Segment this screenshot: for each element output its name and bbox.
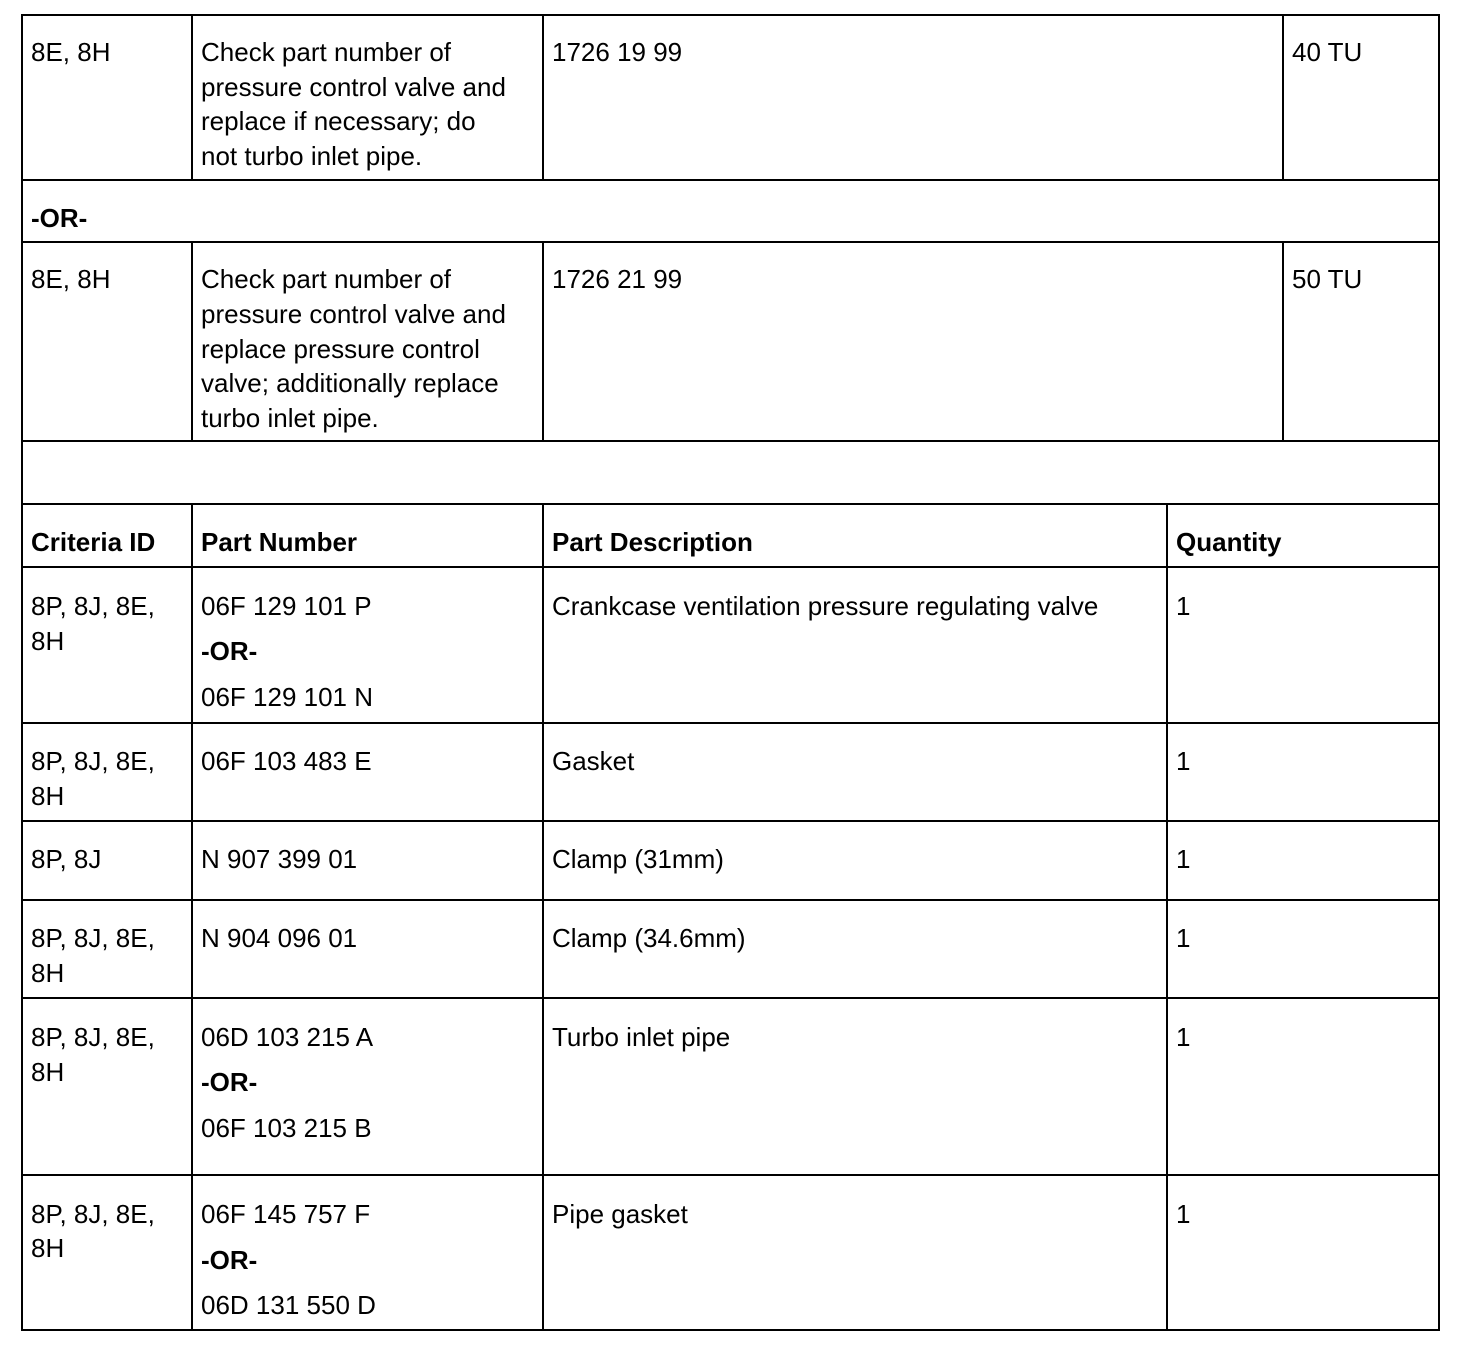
part-criteria: 8P, 8J, 8E, xyxy=(31,746,155,776)
part-criteria: 8H xyxy=(31,958,65,988)
part-number: 06F 129 101 P xyxy=(201,591,372,621)
rule xyxy=(21,899,1440,901)
rule xyxy=(21,14,1440,16)
rule xyxy=(21,440,1440,442)
part-or: -OR- xyxy=(201,1067,258,1097)
rule xyxy=(21,241,1440,243)
part-quantity: 1 xyxy=(1176,591,1191,621)
labor-criteria: 8E, 8H xyxy=(31,264,111,294)
labor-action-line: not turbo inlet pipe. xyxy=(201,141,423,171)
rule xyxy=(21,1329,1440,1331)
part-number-alt: 06F 103 215 B xyxy=(201,1113,372,1143)
part-description: Clamp (31mm) xyxy=(552,844,724,874)
rule xyxy=(1166,503,1168,1331)
part-number-alt: 06F 129 101 N xyxy=(201,682,374,712)
labor-action-line: replace pressure control xyxy=(201,334,480,364)
part-criteria: 8P, 8J, 8E, xyxy=(31,591,155,621)
header-part-description: Part Description xyxy=(552,527,753,557)
rule xyxy=(191,14,193,181)
part-quantity: 1 xyxy=(1176,1022,1191,1052)
rule xyxy=(191,503,193,1331)
part-quantity: 1 xyxy=(1176,923,1191,953)
labor-action-line: pressure control valve and xyxy=(201,72,506,102)
labor-action-line: valve; additionally replace xyxy=(201,368,499,398)
part-criteria: 8H xyxy=(31,781,65,811)
labor-operation: 1726 21 99 xyxy=(552,264,683,294)
rule xyxy=(1438,14,1440,1331)
header-criteria-id: Criteria ID xyxy=(31,527,156,557)
labor-time: 50 TU xyxy=(1292,264,1363,294)
labor-time: 40 TU xyxy=(1292,37,1363,67)
part-description: Clamp (34.6mm) xyxy=(552,923,746,953)
header-part-number: Part Number xyxy=(201,527,358,557)
part-number: N 907 399 01 xyxy=(201,844,358,874)
part-quantity: 1 xyxy=(1176,844,1191,874)
labor-action-line: replace if necessary; do xyxy=(201,106,476,136)
header-quantity: Quantity xyxy=(1176,527,1282,557)
labor-action-line: Check part number of xyxy=(201,37,452,67)
part-criteria: 8P, 8J, 8E, xyxy=(31,923,155,953)
part-quantity: 1 xyxy=(1176,1199,1191,1229)
rule xyxy=(1282,241,1284,442)
labor-action-line: turbo inlet pipe. xyxy=(201,403,379,433)
or-separator: -OR- xyxy=(31,203,88,233)
part-criteria: 8H xyxy=(31,1057,65,1087)
part-quantity: 1 xyxy=(1176,746,1191,776)
part-criteria: 8H xyxy=(31,1233,65,1263)
rule xyxy=(542,503,544,1331)
part-criteria: 8P, 8J, 8E, xyxy=(31,1022,155,1052)
part-number: 06F 145 757 F xyxy=(201,1199,371,1229)
rule xyxy=(21,997,1440,999)
rule xyxy=(21,566,1440,568)
rule xyxy=(21,1174,1440,1176)
part-number: 06D 103 215 A xyxy=(201,1022,374,1052)
rule xyxy=(1282,14,1284,181)
rule xyxy=(21,820,1440,822)
rule xyxy=(21,503,1440,505)
part-criteria: 8P, 8J, 8E, xyxy=(31,1199,155,1229)
part-description: Crankcase ventilation pressure regulating valve xyxy=(552,591,1099,621)
rule xyxy=(542,241,544,442)
part-number-alt: 06D 131 550 D xyxy=(201,1290,376,1320)
part-description: Pipe gasket xyxy=(552,1199,688,1229)
labor-operation: 1726 19 99 xyxy=(552,37,683,67)
part-or: -OR- xyxy=(201,636,258,666)
part-number: N 904 096 01 xyxy=(201,923,358,953)
rule xyxy=(191,241,193,442)
rule xyxy=(542,14,544,181)
labor-action-line: pressure control valve and xyxy=(201,299,506,329)
part-criteria: 8H xyxy=(31,626,65,656)
part-number: 06F 103 483 E xyxy=(201,746,372,776)
part-or: -OR- xyxy=(201,1245,258,1275)
part-criteria: 8P, 8J xyxy=(31,844,102,874)
rule xyxy=(21,722,1440,724)
labor-criteria: 8E, 8H xyxy=(31,37,111,67)
rule xyxy=(21,14,23,1331)
rule xyxy=(21,179,1440,181)
labor-action-line: Check part number of xyxy=(201,264,452,294)
part-description: Gasket xyxy=(552,746,635,776)
part-description: Turbo inlet pipe xyxy=(552,1022,731,1052)
